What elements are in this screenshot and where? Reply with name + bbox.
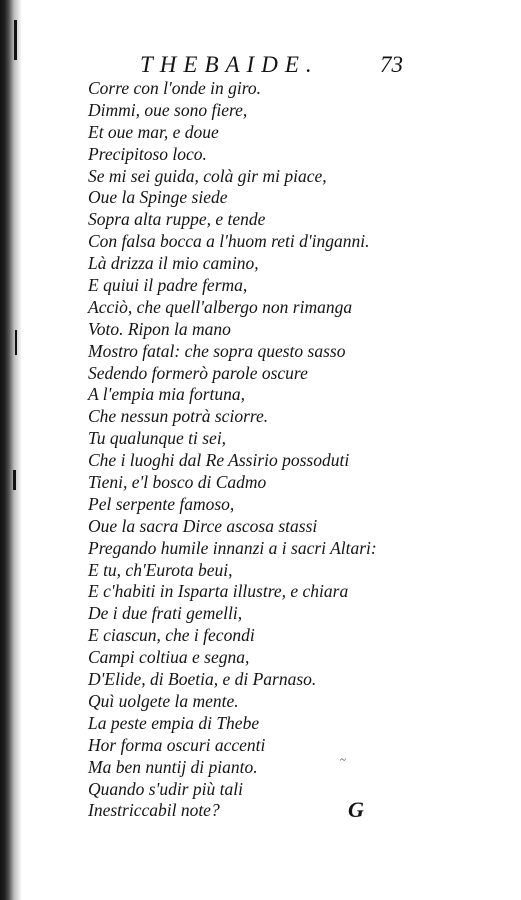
verse-line: E c'habiti in Isparta illustre, e chiara — [88, 581, 349, 602]
verse-line: Tieni, e'l bosco di Cadmo — [88, 472, 267, 493]
verse-line: Là drizza il mio camino, — [88, 253, 259, 274]
gutter-speck — [13, 470, 16, 490]
signature-mark: G — [348, 797, 364, 822]
verse-line: Che i luoghi dal Re Assirio possoduti — [88, 450, 350, 471]
verse-line: De i due frati gemelli, — [88, 603, 243, 624]
verse-line: D'Elide, di Boetia, e di Parnaso. — [88, 669, 317, 690]
verse-line: Precipitoso loco. — [88, 143, 207, 164]
verse-line: Tu qualunque ti sei, — [88, 428, 227, 449]
verse-line: Con falsa bocca a l'huom reti d'inganni. — [88, 231, 370, 252]
binding-gutter — [0, 0, 22, 900]
running-head: THEBAIDE. — [140, 52, 319, 77]
verse-line: Se mi sei guida, colà gir mi piace, — [88, 165, 327, 186]
verse-line: Mostro fatal: che sopra questo sasso — [88, 340, 346, 361]
verse-line: Campi coltiua e segna, — [88, 647, 250, 668]
verse-line: Quì uolgete la mente. — [88, 690, 239, 711]
verse-line: E quiui il padre ferma, — [88, 275, 248, 296]
verse-line: Ma ben nuntij di pianto. — [88, 756, 258, 777]
verse-line: Pel serpente famoso, — [88, 493, 235, 514]
verse-line: Dimmi, oue sono fiere, — [88, 99, 248, 120]
verse-line: Voto. Ripon la mano — [88, 318, 231, 339]
verse-line: Oue la Spinge siede — [88, 187, 228, 208]
gutter-speck — [15, 330, 17, 355]
verse-line: Oue la sacra Dirce ascosa stassi — [88, 515, 318, 536]
verse-line: Acciò, che quell'albergo non rimanga — [88, 296, 353, 317]
verse-line: Pregando humile innanzi a i sacri Altari: — [88, 537, 377, 558]
page-header — [0, 50, 521, 80]
verse-line: La peste empia di Thebe — [88, 712, 260, 733]
verse-line: Corre con l'onde in giro. — [88, 78, 262, 98]
verse-line: Sedendo formerò parole oscure — [88, 362, 308, 383]
verse-line: Inestriccabil note? — [88, 800, 220, 821]
verse-line: Quando s'udir più tali — [88, 778, 243, 799]
verse-line: Che nessun potrà sciorre. — [88, 406, 269, 427]
page-number: 73 — [380, 52, 403, 77]
verse-line: E tu, ch'Eurota beui, — [88, 559, 233, 580]
verse-block — [88, 78, 377, 822]
verse-line: Sopra alta ruppe, e tende — [88, 209, 266, 230]
verse-line: E ciascun, che i fecondi — [88, 625, 255, 646]
verse-line: A l'empia mia fortuna, — [88, 384, 246, 405]
verse-line: Hor forma oscuri accenti — [88, 734, 266, 755]
margin-mark: ~ — [340, 754, 346, 766]
verse-line: Et oue mar, e doue — [88, 121, 219, 142]
